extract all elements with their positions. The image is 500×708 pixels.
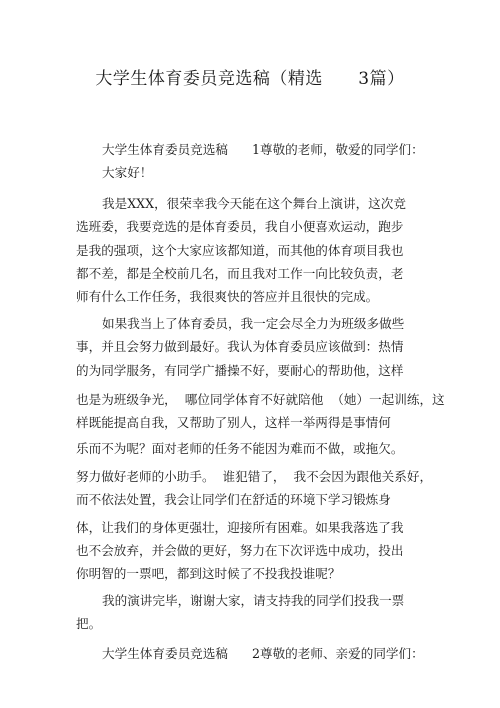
text-line: 是我的强项，这个大家应该都知道，而其他的体育项目我也 — [76, 243, 404, 258]
text-line: 也是为班级争光， 哪位同学体育不好就陪他 （她）一起训练，这 — [76, 392, 445, 407]
text-line: 而不依法处置，我会让同学们在舒适的环境下学习锻炼身 — [76, 492, 391, 507]
text-line: 选班委，我要竞选的是体育委员，我自小便喜欢运动，跑步 — [76, 219, 404, 234]
section-heading-1: 大学生体育委员竞选稿 1尊敬的老师，敬爱的同学们： — [102, 142, 424, 157]
text-line: 我是XXX，很荣幸我今天能在这个舞台上演讲，这次竞 — [102, 196, 406, 211]
section-heading-2: 大学生体育委员竞选稿 2尊敬的老师、亲爱的同学们： — [102, 646, 424, 661]
text-line: 乐而不为呢？面对老师的任务不能因为难而不做，或拖欠。 — [76, 441, 404, 456]
text-line: 大家好！ — [102, 165, 153, 180]
text-line: 努力做好老师的小助手。 谁犯错了， 我不会因为跟他关系好， — [76, 469, 433, 484]
text-line: 我的演讲完毕，谢谢大家，请支持我的同学们投我一票 — [102, 593, 405, 608]
text-line: 你明智的一票吧，都到这时候了不投我投谁呢？ — [76, 566, 341, 581]
text-line: 如果我当上了体育委员，我一定会尽全力为班级多做些 — [102, 316, 405, 331]
text-line: 体，让我们的身体更强壮，迎接所有困难。如果我落选了我 — [76, 520, 404, 535]
text-line: 的为同学服务，有同学广播操不好，要耐心的帮助他，这样 — [76, 363, 404, 378]
text-line: 也不会放弃，并会做的更好，努力在下次评选中成功，投出 — [76, 543, 404, 558]
text-line: 都不差，都是全校前几名，而且我对工作一向比较负责，老 — [76, 266, 404, 281]
text-line: 师有什么工作任务，我很爽快的答应并且很快的完成。 — [76, 289, 379, 304]
text-line: 样既能提高自我，又帮助了别人，这样一举两得是事情何 — [76, 415, 391, 430]
text-line: 把。 — [76, 616, 102, 631]
document-title: 大学生体育委员竞选稿（精选 3篇） — [95, 69, 405, 89]
text-line: 事，并且会努力做到最好。我认为体育委员应该做到：热情 — [76, 339, 404, 354]
